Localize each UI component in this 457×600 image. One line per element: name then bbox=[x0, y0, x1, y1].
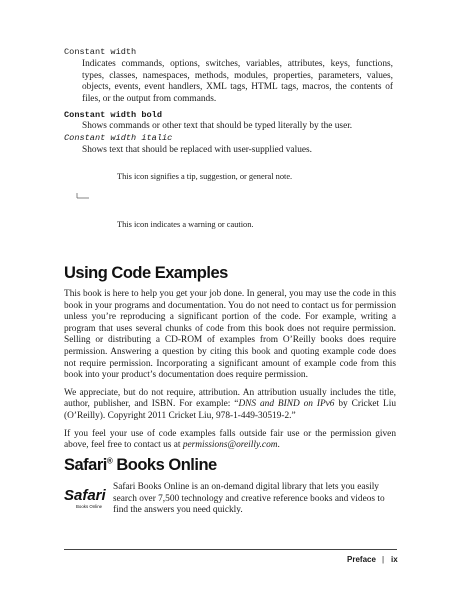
tip-note: This icon signifies a tip, suggestion, or general note. bbox=[117, 172, 293, 181]
convention-term-constant-width-bold: Constant width bold bbox=[64, 110, 162, 120]
convention-desc-constant-width-bold: Shows commands or other text that should be typed literally by the user. bbox=[82, 121, 353, 131]
page-number: ix bbox=[391, 555, 398, 564]
code-examples-para-3: If you feel your use of code examples falls outside fair use or the permission given above, feel free to contact us at permissions@oreilly.com. bbox=[64, 428, 396, 451]
footer-rule bbox=[64, 549, 397, 550]
svg-text:Safari: Safari bbox=[64, 487, 106, 504]
warning-note: This icon indicates a warning or caution. bbox=[117, 220, 254, 229]
permissions-email-link[interactable]: permissions@oreilly.com bbox=[182, 440, 278, 451]
code-examples-body bbox=[64, 289, 396, 458]
footer-separator: | bbox=[382, 555, 385, 564]
note-icon bbox=[76, 192, 90, 200]
code-examples-para-2: We appreciate, but do not require, attribution. An attribution usually includes the title, author, publisher, and ISBN. For example: “DNS and BIND on IPv6 by Cricket Liu (O’Reilly). Copyright 2011 Cricket Liu, 978-1-449-30519-2.” bbox=[64, 387, 396, 421]
safari-logo-icon bbox=[64, 484, 107, 512]
svg-text:Books Online: Books Online bbox=[76, 504, 103, 509]
safari-logo bbox=[64, 484, 107, 512]
footer-section: Preface bbox=[347, 555, 376, 564]
convention-desc-constant-width-italic: Shows text that should be replaced with user-supplied values. bbox=[82, 145, 312, 155]
section-heading-code-examples: Using Code Examples bbox=[64, 264, 228, 282]
convention-term-constant-width-italic: Constant width italic bbox=[64, 133, 173, 143]
book-title: DNS and BIND on IPv6 bbox=[238, 399, 335, 410]
safari-description: Safari Books Online is an on-demand digital library that lets you easily search over 7,500 technology and creative reference books and videos to find the answers you need quickly. bbox=[113, 482, 385, 516]
code-examples-para-1: This book is here to help you get your job done. In general, you may use the code in this book in your programs and documentation. You do not need to contact us for permission unless you’re reproducing a significant portion of the code. For example, writing a program that uses several chunks of code from this book does not require permission. Selling or distributing a CD-ROM of examples from O’Reilly books does require permission. Answering a question by citing this book and quoting example code does not require permission. Incorporating a significant amount of example code from this book into your product’s documentation does require permission. bbox=[64, 289, 396, 381]
section-heading-safari: Safari® Books Online bbox=[64, 456, 217, 474]
convention-desc-constant-width: Indicates commands, options, switches, variables, attributes, keys, functions, types, classes, namespaces, methods, modules, properties, parameters, values, objects, events, event handlers, XML tags, HTML tags, macros, the contents of files, or the output from commands. bbox=[82, 59, 393, 104]
convention-term-constant-width: Constant width bbox=[64, 47, 137, 57]
